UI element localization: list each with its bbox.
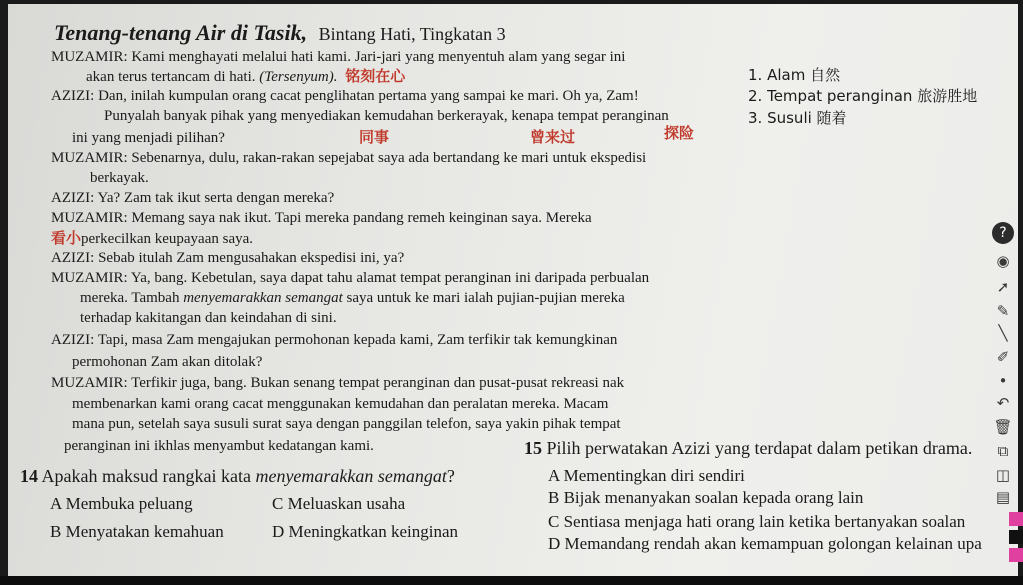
glossary-item: 1. Alam 自然 <box>748 66 841 84</box>
passage-line: mereka. Tambah menyemarakkan semangat saya untuk ke mari ialah pujian-pujian mereka <box>80 290 625 306</box>
highlighter-icon[interactable]: ✐ <box>996 348 1010 366</box>
glossary-item: 3. Susuli 随着 <box>748 109 847 127</box>
q15-option-c[interactable]: C Sentiasa menjaga hati orang lain ketika bertanyakan soalan <box>548 512 966 531</box>
undo-icon[interactable]: ↶ <box>996 394 1010 412</box>
passage-line: 看小perkecilkan keupayaan saya. <box>51 229 254 247</box>
passage-line: MUZAMIR: Kami menghayati melalui hati kami. Jari-jari yang menyentuh alam yang segar ini <box>51 49 626 65</box>
q15-option-a[interactable]: A Mementingkan diri sendiri <box>548 466 745 485</box>
annotation-note: 看小 <box>51 229 82 247</box>
trash-icon[interactable]: 🗑 <box>993 418 1013 436</box>
notes-icon[interactable]: ▤ <box>995 488 1011 506</box>
passage-line: membenarkan kami orang cacat menggunakan kemudahan dan peralatan mereka. Macam <box>72 396 609 412</box>
passage-line: AZIZI: Dan, inilah kumpulan orang cacat penglihatan pertama yang sampai ke mari. Oh ya, Zam! <box>51 88 639 104</box>
passage-line: MUZAMIR: Ya, bang. Kebetulan, saya dapat tahu alamat tempat peranginan ini daripada perbualan <box>51 270 650 286</box>
q14-option-c[interactable]: C Meluaskan usaha <box>272 494 406 513</box>
q14-option-b[interactable]: B Menyatakan kemahuan <box>50 522 224 541</box>
passage-line: AZIZI: Ya? Zam tak ikut serta dengan mereka? <box>51 190 335 206</box>
passage-line: MUZAMIR: Terfikir juga, bang. Bukan senang tempat peranginan dan pusat-pusat rekreasi nak <box>51 375 625 391</box>
camera-icon[interactable]: ◫ <box>995 466 1011 484</box>
dot-icon[interactable]: • <box>998 372 1008 390</box>
annotation-note: 铭刻在心 <box>345 67 406 85</box>
help-badge-icon[interactable]: ? <box>992 222 1014 244</box>
passage-line: peranginan ini ikhlas menyambut kedatangan kami. <box>64 438 374 454</box>
passage-line: MUZAMIR: Sebenarnya, dulu, rakan-rakan sepejabat saya ada bertandang ke mari untuk ekspedisi <box>51 150 647 166</box>
black-color-swatch[interactable] <box>1009 530 1023 544</box>
line-tool-icon[interactable]: ╲ <box>998 324 1008 342</box>
stamp-icon[interactable]: ⧉ <box>997 442 1009 460</box>
passage-line: AZIZI: Tapi, masa Zam mengajukan permohonan kepada kami, Zam terfikir tak kemungkinan <box>51 332 618 348</box>
passage-line: ini yang menjadi pilihan? <box>72 130 225 146</box>
screen-bezel <box>0 576 1023 585</box>
cursor-arrow-icon[interactable]: ➚ <box>996 278 1010 296</box>
passage-line: mana pun, setelah saya susuli surat saya dengan panggilan telefon, saya yakin pihak tempat <box>72 416 621 432</box>
q14-option-a[interactable]: A Membuka peluang <box>50 494 193 513</box>
passage-line: akan terus tertancam di hati. (Tersenyum). 铭刻在心 <box>86 67 406 85</box>
page-subtitle: Bintang Hati, Tingkatan 3 <box>318 24 506 44</box>
q14-option-d[interactable]: D Meningkatkan keinginan <box>272 522 459 541</box>
glossary-item: 2. Tempat peranginan 旅游胜地 <box>748 87 978 105</box>
annotation-note: 曾来过 <box>530 128 576 146</box>
pen-icon[interactable]: ✎ <box>996 302 1010 320</box>
question-15: 15 Pilih perwatakan Azizi yang terdapat dalam petikan drama. <box>524 438 973 458</box>
question-14: 14 Apakah maksud rangkai kata menyemarakkan semangat? <box>20 466 455 486</box>
passage-line: MUZAMIR: Memang saya nak ikut. Tapi mereka pandang remeh keinginan saya. Mereka <box>51 210 592 226</box>
pink-color-swatch[interactable] <box>1009 512 1023 526</box>
eye-icon[interactable]: ◉ <box>996 252 1010 270</box>
worksheet <box>8 4 1018 576</box>
page-title: Tenang-tenang Air di Tasik, Bintang Hati, Tingkatan 3 <box>54 20 506 45</box>
q15-option-b[interactable]: B Bijak menanyakan soalan kepada orang lain <box>548 488 864 507</box>
annotation-note: 探险 <box>664 124 695 142</box>
passage-line: permohonan Zam akan ditolak? <box>72 354 263 370</box>
passage-line: AZIZI: Sebab itulah Zam mengusahakan ekspedisi ini, ya? <box>51 250 405 266</box>
passage-line: terhadap kakitangan dan keindahan di sini. <box>80 310 337 326</box>
q15-option-d[interactable]: D Memandang rendah akan kemampuan golongan kelainan upa <box>548 534 982 553</box>
annotation-note: 同事 <box>359 128 390 146</box>
passage-line: Punyalah banyak pihak yang menyediakan kemudahan berkerayak, kenapa tempat peranginan <box>104 108 669 124</box>
pink-color-swatch[interactable] <box>1009 548 1023 562</box>
passage-line: berkayak. <box>90 170 149 186</box>
